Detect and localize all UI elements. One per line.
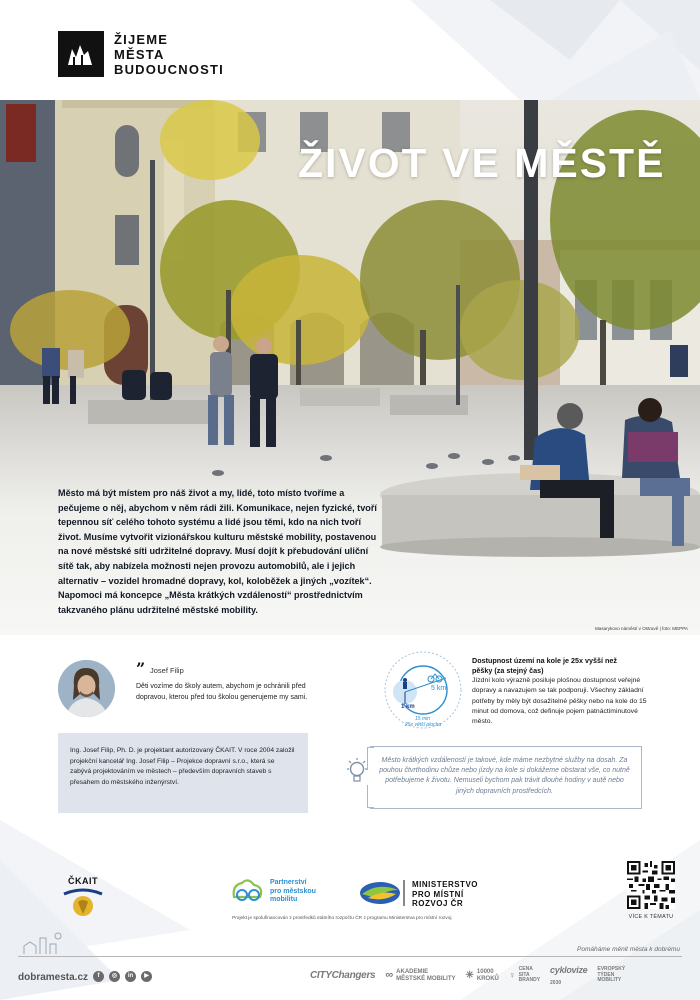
logo-mark-icon <box>58 31 104 77</box>
accessibility-title: Dostupnost území na kole je 25x vyšší než pěšky (za stejný čas) <box>472 656 617 675</box>
mmr-line-2: PRO MÍSTNÍ <box>412 889 464 899</box>
avatar <box>58 660 115 717</box>
partnerstvi-line-2: pro městskou <box>270 887 316 895</box>
hero-body-text: Město má být místem pro náš život a my, lidé, toto místo tvoříme a pečujeme o něj, abychom v něm rádi žili. Komunikace, nejen fyzické, tvoří tepennou síť celého tohoto systému a lidé jsou těmi, kdo na nich tvoří život. Musíme vytvořit vizionářskou kulturu městské mobility, postavenou na nové městské síti udržitelné dopravy. Musí dojít k přebudování uliční sítě tak, aby nabízela možnosti nejen provozu automobilů, ale i jejich alternativ – vozidel hromadné dopravy, kol, koloběžek a jiných „vozítek“. Napomoci má koncepce „Města krátkých vzdáleností“ prostřednictvím takzvaného plánu udržitelné městské mobility. <box>58 488 377 615</box>
mmr-line-1: MINISTERSTVO <box>412 880 479 889</box>
ckait-emblem-icon <box>60 886 106 922</box>
bike-distance-label: 5 km <box>431 685 447 692</box>
cena-line-3: BRANDY <box>518 977 541 984</box>
tyden-line-1: EVROPSKÝ <box>597 966 626 973</box>
quote-mark-icon: ” <box>136 659 146 678</box>
citychangers-logo[interactable]: CITYChangers <box>310 970 376 981</box>
footer-divider <box>18 956 682 957</box>
short-distance-city-box: Město krátkých vzdáleností je takové, kde máme nezbytné služby na dosah. Za pouhou čtvrthodinu chůze nebo jízdy na kole si dokážeme obstarat vše, co nutně potřebujeme k životu. Nemuseli bychom pak trávit dlouhé hodiny v autě nebo jiných dopravních prostředcích. <box>370 746 642 809</box>
cena-line-2: SITA <box>518 971 530 978</box>
quote-author: Josef Filip <box>150 666 184 675</box>
cena-line-1: CENA <box>518 966 533 973</box>
tyden-line-2: TÝDEN <box>597 971 615 978</box>
cyklovize-name: cyklovize <box>550 965 588 975</box>
mmr-text <box>412 880 478 909</box>
city-outline-icon <box>22 930 62 956</box>
ckait-logo[interactable] <box>60 876 106 927</box>
logo-line-1: ŽIJEME <box>114 31 169 47</box>
mmr-logo-icon[interactable] <box>358 880 406 906</box>
kroku-line-2: KROKŮ <box>476 975 499 982</box>
funding-note: Projekt je spolufinancován z prostředků státního rozpočtu ČR z programu Ministerstva pro místní rozvoj. <box>232 916 453 921</box>
area-label: 25x větší plocha <box>405 722 442 728</box>
slogan: Pomáháme měnit města k dobrému <box>577 946 680 953</box>
tyden-line-3: MOBILITY <box>597 977 622 984</box>
website-link[interactable]: dobramesta.cz <box>18 972 89 983</box>
cena-icon: ♀ <box>508 969 516 980</box>
qr-label: VÍCE K TÉMATU <box>628 914 674 920</box>
hero-title: ŽIVOT VE MĚSTĚ <box>298 140 666 186</box>
bike-walk-accessibility-icon <box>383 650 463 730</box>
partnerstvi-line-1: Partnerství <box>270 879 307 886</box>
youtube-icon[interactable]: ▶ <box>141 971 152 982</box>
kroku-line-1: 10000 <box>476 968 494 975</box>
social-links <box>93 971 152 982</box>
kroku-icon: ✳ <box>465 970 474 981</box>
walk-distance-label: 1 km <box>401 704 415 710</box>
lightbulb-icon <box>345 758 369 788</box>
cyklovize-logo[interactable] <box>550 964 587 987</box>
qr-code-icon[interactable] <box>627 861 675 909</box>
ckait-label: ČKAIT <box>68 876 98 886</box>
quote-text: Děti vozíme do školy autem, abychom je ochránili před dopravou, kterou před tou školou generujeme my sami. <box>136 683 308 701</box>
facebook-icon[interactable]: f <box>93 971 104 982</box>
photo-caption: Masarykovo náměstí v Ostravě | foto: MEPPA <box>594 626 688 631</box>
zijeme-mesta-logo[interactable] <box>58 31 224 77</box>
akademie-text <box>396 969 455 983</box>
accessibility-text: Jízdní kolo výrazně posiluje plošnou dostupnost veřejné dopravy a navazujem se tak podporuji. Všechny základní potřeby by měly být dosažitelné pěšky nebo na kole do 15 minut od domova, což definuje pojem patnáctiminutové město. <box>472 677 647 726</box>
evropsky-tyden-mobility-logo[interactable] <box>597 967 625 984</box>
page-header <box>0 0 700 100</box>
kroku-logo[interactable] <box>466 969 499 983</box>
akademie-icon: ∞ <box>385 969 394 981</box>
kroku-text <box>477 969 499 983</box>
mmr-line-3: ROZVOJ ČR <box>412 899 464 908</box>
partnerstvi-line-3: mobilitu <box>270 896 298 904</box>
akademie-line-1: AKADEMIE <box>396 968 429 975</box>
header-decoration <box>370 0 700 100</box>
logo-line-3: BUDOUCNOSTI <box>114 61 224 77</box>
partnerstvi-logo-icon[interactable] <box>230 875 266 905</box>
akademie-logo[interactable] <box>385 969 455 983</box>
logo-text <box>114 32 224 77</box>
linkedin-icon[interactable]: in <box>125 971 136 982</box>
cena-sita-logo[interactable] <box>509 967 540 984</box>
akademie-line-2: MĚSTSKÉ MOBILITY <box>396 975 456 982</box>
logo-line-2: MĚSTA <box>114 46 165 62</box>
cena-text <box>519 967 540 984</box>
footer-partner-logos <box>310 964 625 987</box>
time-label: 15 min <box>415 716 431 722</box>
cyklovize-year: 2030 <box>550 980 562 986</box>
partnerstvi-text <box>270 879 316 905</box>
instagram-icon[interactable]: ◎ <box>109 971 120 982</box>
author-bio-box: Ing. Josef Filip, Ph. D. je projektant autorizovaný ČKAIT. V roce 2004 založil projekční kancelář Ing. Josef Filip – Projekce dopravní s.r.o., která se zabývá projektováním ve městech – především dopravních staveb s přesahem do městského inženýrství. <box>58 733 308 813</box>
